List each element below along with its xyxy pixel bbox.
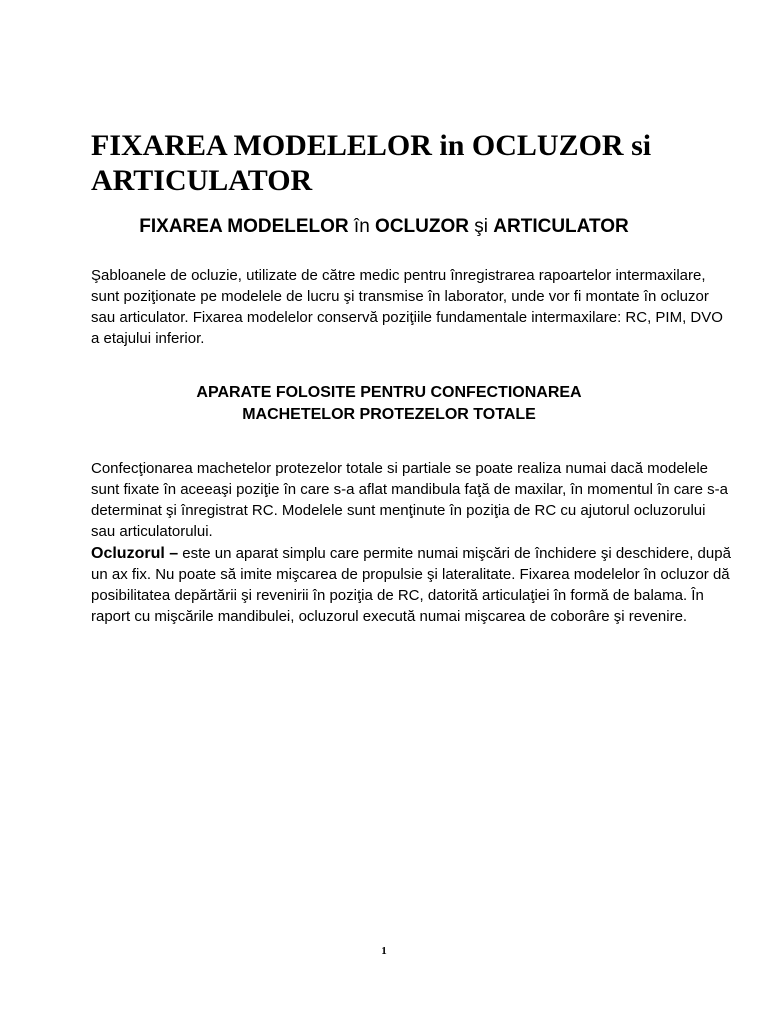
paragraph-confectionarea: Confecţionarea machetelor protezelor totale si partiale se poate realiza numai dacă modelele sunt fixate în aceeaşi poziţie în care s-a aflat mandibula faţă de maxilar, în momentul în care s-a determinat şi înregistrat RC. Modelele sunt menţinute în poziţia de RC cu ajutorul ocluzorului sau articulatorului. xyxy=(91,460,728,540)
heading-line: MACHETELOR PROTEZELOR TOTALE xyxy=(242,406,536,423)
paragraph-text: este un aparat simplu care permite numai mişcări de închidere şi deschidere, după un ax fix. Nu poate să imite mişcarea de propulsie şi lateralitate. Fixarea modelelor în ocluzor dă posibilitatea depărtării şi revenirii în poziţia de RC, datorită articulaţiei în formă de balama. În raport cu mişcările mandibulei, ocluzorul execută numai mişcarea de coborâre şi revenire. xyxy=(91,545,731,625)
heading-part: şi xyxy=(468,216,494,237)
paragraph-ocluzorul xyxy=(91,543,731,627)
page-number: 1 xyxy=(381,945,387,957)
heading-part: OCLUZOR xyxy=(375,216,469,237)
heading-part: ARTICULATOR xyxy=(493,216,629,237)
heading-line: APARATE FOLOSITE PENTRU CONFECTIONAREA xyxy=(196,384,582,401)
term-ocluzorul: Ocluzorul – xyxy=(91,545,179,562)
heading-part: în xyxy=(348,216,376,237)
paragraph-sabloane: Şabloanele de ocluzie, utilizate de către medic pentru înregistrarea rapoartelor intermaxilare, sunt poziţionate pe modelele de lucru şi transmise în laborator, unde vor fi montate în ocluzor sau articulator. Fixarea modelelor conservă poziţiile fundamentale intermaxilare: RC, PIM, DVO a etajului inferior. xyxy=(91,267,723,347)
section-heading-aparate xyxy=(0,382,768,426)
heading-part: FIXAREA MODELELOR xyxy=(139,216,349,237)
section-heading-fixarea xyxy=(0,215,768,239)
document-title: FIXAREA MODELELOR in OCLUZOR si ARTICULATOR xyxy=(91,129,652,197)
